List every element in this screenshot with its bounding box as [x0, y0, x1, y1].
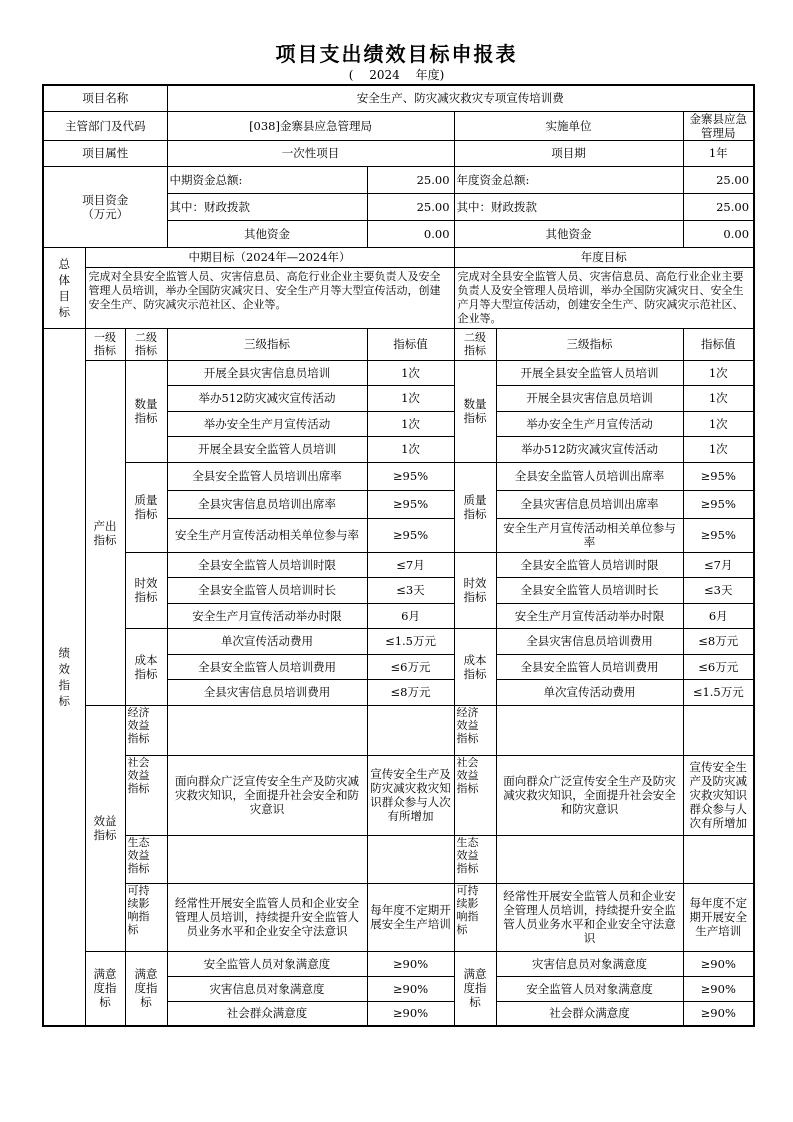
year-eco-group: 生态 效益 指标	[454, 835, 496, 883]
year-total-value: 25.00	[683, 166, 754, 193]
mid-fiscal-label: 其中：财政拨款	[167, 193, 367, 220]
mid-quantity-item: 开展全县安全监管人员培训	[167, 437, 367, 463]
year-satis-item: 灾害信息员对象满意度	[496, 951, 683, 976]
mid-sustain-value: 每年度不定期开展安全生产培训	[367, 883, 454, 951]
year-econ-value	[683, 705, 754, 755]
year-quality-item: 全县灾害信息员培训出席率	[496, 490, 683, 518]
year-cost-item: 全县灾害信息员培训费用	[496, 629, 683, 655]
attr-value: 一次性项目	[167, 140, 454, 166]
benefit-indicator-label: 效益 指标	[85, 705, 125, 951]
mid-time-group: 时效 指标	[125, 552, 167, 629]
mid-satis-value: ≥90%	[367, 951, 454, 976]
year-sustain-item: 经常性开展安全监管人员和企业安全管理人员培训，持续提升安全监管人员业务水平和企业安全守法意识	[496, 883, 683, 951]
mid-econ-group: 经济 效益 指标	[125, 705, 167, 755]
dept-label: 主管部门及代码	[43, 111, 167, 140]
mid-goal-header: 中期目标（2024年—2024年）	[85, 247, 454, 267]
goals-label: 总 体 目 标	[43, 247, 85, 328]
perf-label: 绩 效 指 标	[43, 328, 85, 1026]
impl-label: 实施单位	[454, 111, 683, 140]
year-value: 2024	[369, 68, 400, 82]
output-indicator-label: 产出 指标	[85, 360, 125, 705]
mid-cost-item: 单次宣传活动费用	[167, 629, 367, 655]
year-quantity-item: 开展全县安全监管人员培训	[496, 360, 683, 386]
year-time-value: 6月	[683, 603, 754, 629]
mid-cost-value: ≤6万元	[367, 654, 454, 680]
year-quantity-value: 1次	[683, 386, 754, 412]
header-value-year: 指标值	[683, 328, 754, 360]
year-open: (	[348, 68, 354, 82]
year-cost-value: ≤1.5万元	[683, 680, 754, 706]
year-goal-header: 年度目标	[454, 247, 754, 267]
period-value: 1年	[683, 140, 754, 166]
mid-cost-value: ≤8万元	[367, 680, 454, 706]
mid-cost-value: ≤1.5万元	[367, 629, 454, 655]
year-quantity-item: 举办512防灾减灾宣传活动	[496, 437, 683, 463]
year-quantity-item: 开展全县灾害信息员培训	[496, 386, 683, 412]
form-title: 项目支出绩效目标申报表	[275, 42, 518, 66]
year-sustain-value: 每年度不定期开展安全生产培训	[683, 883, 754, 951]
year-time-value: ≤3天	[683, 578, 754, 604]
year-cost-value: ≤8万元	[683, 629, 754, 655]
year-line	[0, 66, 793, 83]
header-level2-year: 二级 指标	[454, 328, 496, 360]
mid-sustain-item: 经常性开展安全监管人员和企业安全管理人员培训，持续提升安全监管人员业务水平和企业安全守法意识	[167, 883, 367, 951]
year-social-value: 宣传安全生产及防灾减灾救灾知识群众参与人次有所增加	[683, 755, 754, 835]
header-level3: 三级指标	[167, 328, 367, 360]
fund-label: 项目资金 （万元）	[43, 166, 167, 247]
mid-satis-item: 社会群众满意度	[167, 1001, 367, 1026]
year-other-label: 其他资金	[454, 220, 683, 247]
year-total-label: 年度资金总额:	[454, 166, 683, 193]
year-quantity-value: 1次	[683, 411, 754, 437]
year-fiscal-label: 其中：财政拨款	[454, 193, 683, 220]
mid-quality-group: 质量 指标	[125, 462, 167, 552]
mid-quantity-item: 举办512防灾减灾宣传活动	[167, 386, 367, 412]
year-eco-item	[496, 835, 683, 883]
impl-value: 金寨县应急管理局	[683, 111, 754, 140]
mid-satis-value: ≥90%	[367, 976, 454, 1001]
mid-time-item: 全县安全监管人员培训时限	[167, 552, 367, 578]
mid-eco-value	[367, 835, 454, 883]
mid-satis-item: 灾害信息员对象满意度	[167, 976, 367, 1001]
year-time-group: 时效 指标	[454, 552, 496, 629]
mid-social-value: 宣传安全生产及防灾减灾救灾知识群众参与人次有所增加	[367, 755, 454, 835]
year-other-value: 0.00	[683, 220, 754, 247]
mid-fiscal-value: 25.00	[367, 193, 454, 220]
mid-quality-item: 安全生产月宣传活动相关单位参与率	[167, 518, 367, 552]
mid-total-label: 中期资金总额:	[167, 166, 367, 193]
mid-social-item: 面向群众广泛宣传安全生产及防灾减灾救灾知识，全面提升社会安全和防灾意识	[167, 755, 367, 835]
mid-quality-item: 全县灾害信息员培训出席率	[167, 490, 367, 518]
header-level2: 二级 指标	[125, 328, 167, 360]
mid-eco-group: 生态 效益 指标	[125, 835, 167, 883]
mid-total-value: 25.00	[367, 166, 454, 193]
attr-label: 项目属性	[43, 140, 167, 166]
mid-quantity-group: 数量 指标	[125, 360, 167, 462]
year-cost-item: 单次宣传活动费用	[496, 680, 683, 706]
mid-eco-item	[167, 835, 367, 883]
header-level3-year: 三级指标	[496, 328, 683, 360]
mid-quantity-value: 1次	[367, 386, 454, 412]
header-value: 指标值	[367, 328, 454, 360]
mid-econ-value	[367, 705, 454, 755]
project-name-value: 安全生产、防灾减灾救灾专项宣传培训费	[167, 85, 754, 111]
year-quantity-group: 数量 指标	[454, 360, 496, 462]
year-quantity-value: 1次	[683, 437, 754, 463]
mid-social-group: 社会 效益 指标	[125, 755, 167, 835]
mid-time-item: 全县安全监管人员培训时长	[167, 578, 367, 604]
year-quality-item: 全县安全监管人员培训出席率	[496, 462, 683, 490]
year-quality-value: ≥95%	[683, 462, 754, 490]
year-cost-value: ≤6万元	[683, 654, 754, 680]
mid-quality-value: ≥95%	[367, 490, 454, 518]
mid-cost-item: 全县灾害信息员培训费用	[167, 680, 367, 706]
year-satis-item: 社会群众满意度	[496, 1001, 683, 1026]
mid-econ-item	[167, 705, 367, 755]
year-quality-item: 安全生产月宣传活动相关单位参与率	[496, 518, 683, 552]
mid-other-value: 0.00	[367, 220, 454, 247]
year-time-item: 全县安全监管人员培训时长	[496, 578, 683, 604]
header-level1: 一级 指标	[85, 328, 125, 360]
year-satis-value: ≥90%	[683, 951, 754, 976]
year-label: 年度)	[415, 68, 445, 82]
mid-quantity-value: 1次	[367, 360, 454, 386]
mid-satis-group: 满意 度指 标	[125, 951, 167, 1026]
mid-cost-group: 成本 指标	[125, 629, 167, 706]
mid-time-item: 安全生产月宣传活动举办时限	[167, 603, 367, 629]
mid-cost-item: 全县安全监管人员培训费用	[167, 654, 367, 680]
mid-quantity-item: 举办安全生产月宣传活动	[167, 411, 367, 437]
mid-other-label: 其他资金	[167, 220, 367, 247]
year-satis-item: 安全监管人员对象满意度	[496, 976, 683, 1001]
year-quantity-value: 1次	[683, 360, 754, 386]
year-time-value: ≤7月	[683, 552, 754, 578]
period-label: 项目期	[454, 140, 683, 166]
year-econ-group: 经济 效益 指标	[454, 705, 496, 755]
year-quality-value: ≥95%	[683, 518, 754, 552]
year-satis-group: 满意 度指 标	[454, 951, 496, 1026]
mid-goal-text: 完成对全县安全监管人员、灾害信息员、高危行业企业主要负责人及安全管理人员培训，举办全国防灾减灾日、安全生产月等大型宣传活动，创建安全生产、防灾减灾示范社区、企业等。	[85, 267, 454, 328]
mid-quality-value: ≥95%	[367, 518, 454, 552]
year-sustain-group: 可持 续影 响指 标	[454, 883, 496, 951]
mid-satis-value: ≥90%	[367, 1001, 454, 1026]
mid-time-value: 6月	[367, 603, 454, 629]
year-quality-group: 质量 指标	[454, 462, 496, 552]
performance-form-table	[42, 84, 755, 1027]
year-fiscal-value: 25.00	[683, 193, 754, 220]
year-econ-item	[496, 705, 683, 755]
mid-satis-item: 安全监管人员对象满意度	[167, 951, 367, 976]
year-goal-text: 完成对全县安全监管人员、灾害信息员、高危行业企业主要负责人及安全管理人员培训，举办全国防灾减灾日、安全生产月等大型宣传活动，创建安全生产、防灾减灾示范社区、企业等。	[454, 267, 754, 328]
mid-quantity-value: 1次	[367, 437, 454, 463]
year-social-group: 社会 效益 指标	[454, 755, 496, 835]
project-name-label: 项目名称	[43, 85, 167, 111]
year-quantity-item: 举办安全生产月宣传活动	[496, 411, 683, 437]
year-time-item: 全县安全监管人员培训时限	[496, 552, 683, 578]
year-quality-value: ≥95%	[683, 490, 754, 518]
mid-quality-item: 全县安全监管人员培训出席率	[167, 462, 367, 490]
mid-time-value: ≤3天	[367, 578, 454, 604]
year-cost-item: 全县安全监管人员培训费用	[496, 654, 683, 680]
mid-quality-value: ≥95%	[367, 462, 454, 490]
year-social-item: 面向群众广泛宣传安全生产及防灾减灾救灾知识，全面提升社会安全和防灾意识	[496, 755, 683, 835]
year-eco-value	[683, 835, 754, 883]
mid-quantity-item: 开展全县灾害信息员培训	[167, 360, 367, 386]
year-time-item: 安全生产月宣传活动举办时限	[496, 603, 683, 629]
mid-time-value: ≤7月	[367, 552, 454, 578]
year-cost-group: 成本 指标	[454, 629, 496, 706]
year-satis-value: ≥90%	[683, 1001, 754, 1026]
dept-value: [038]金寨县应急管理局	[167, 111, 454, 140]
mid-sustain-group: 可持 续影 响指 标	[125, 883, 167, 951]
mid-quantity-value: 1次	[367, 411, 454, 437]
satisfaction-indicator-label: 满意 度指 标	[85, 951, 125, 1026]
year-satis-value: ≥90%	[683, 976, 754, 1001]
